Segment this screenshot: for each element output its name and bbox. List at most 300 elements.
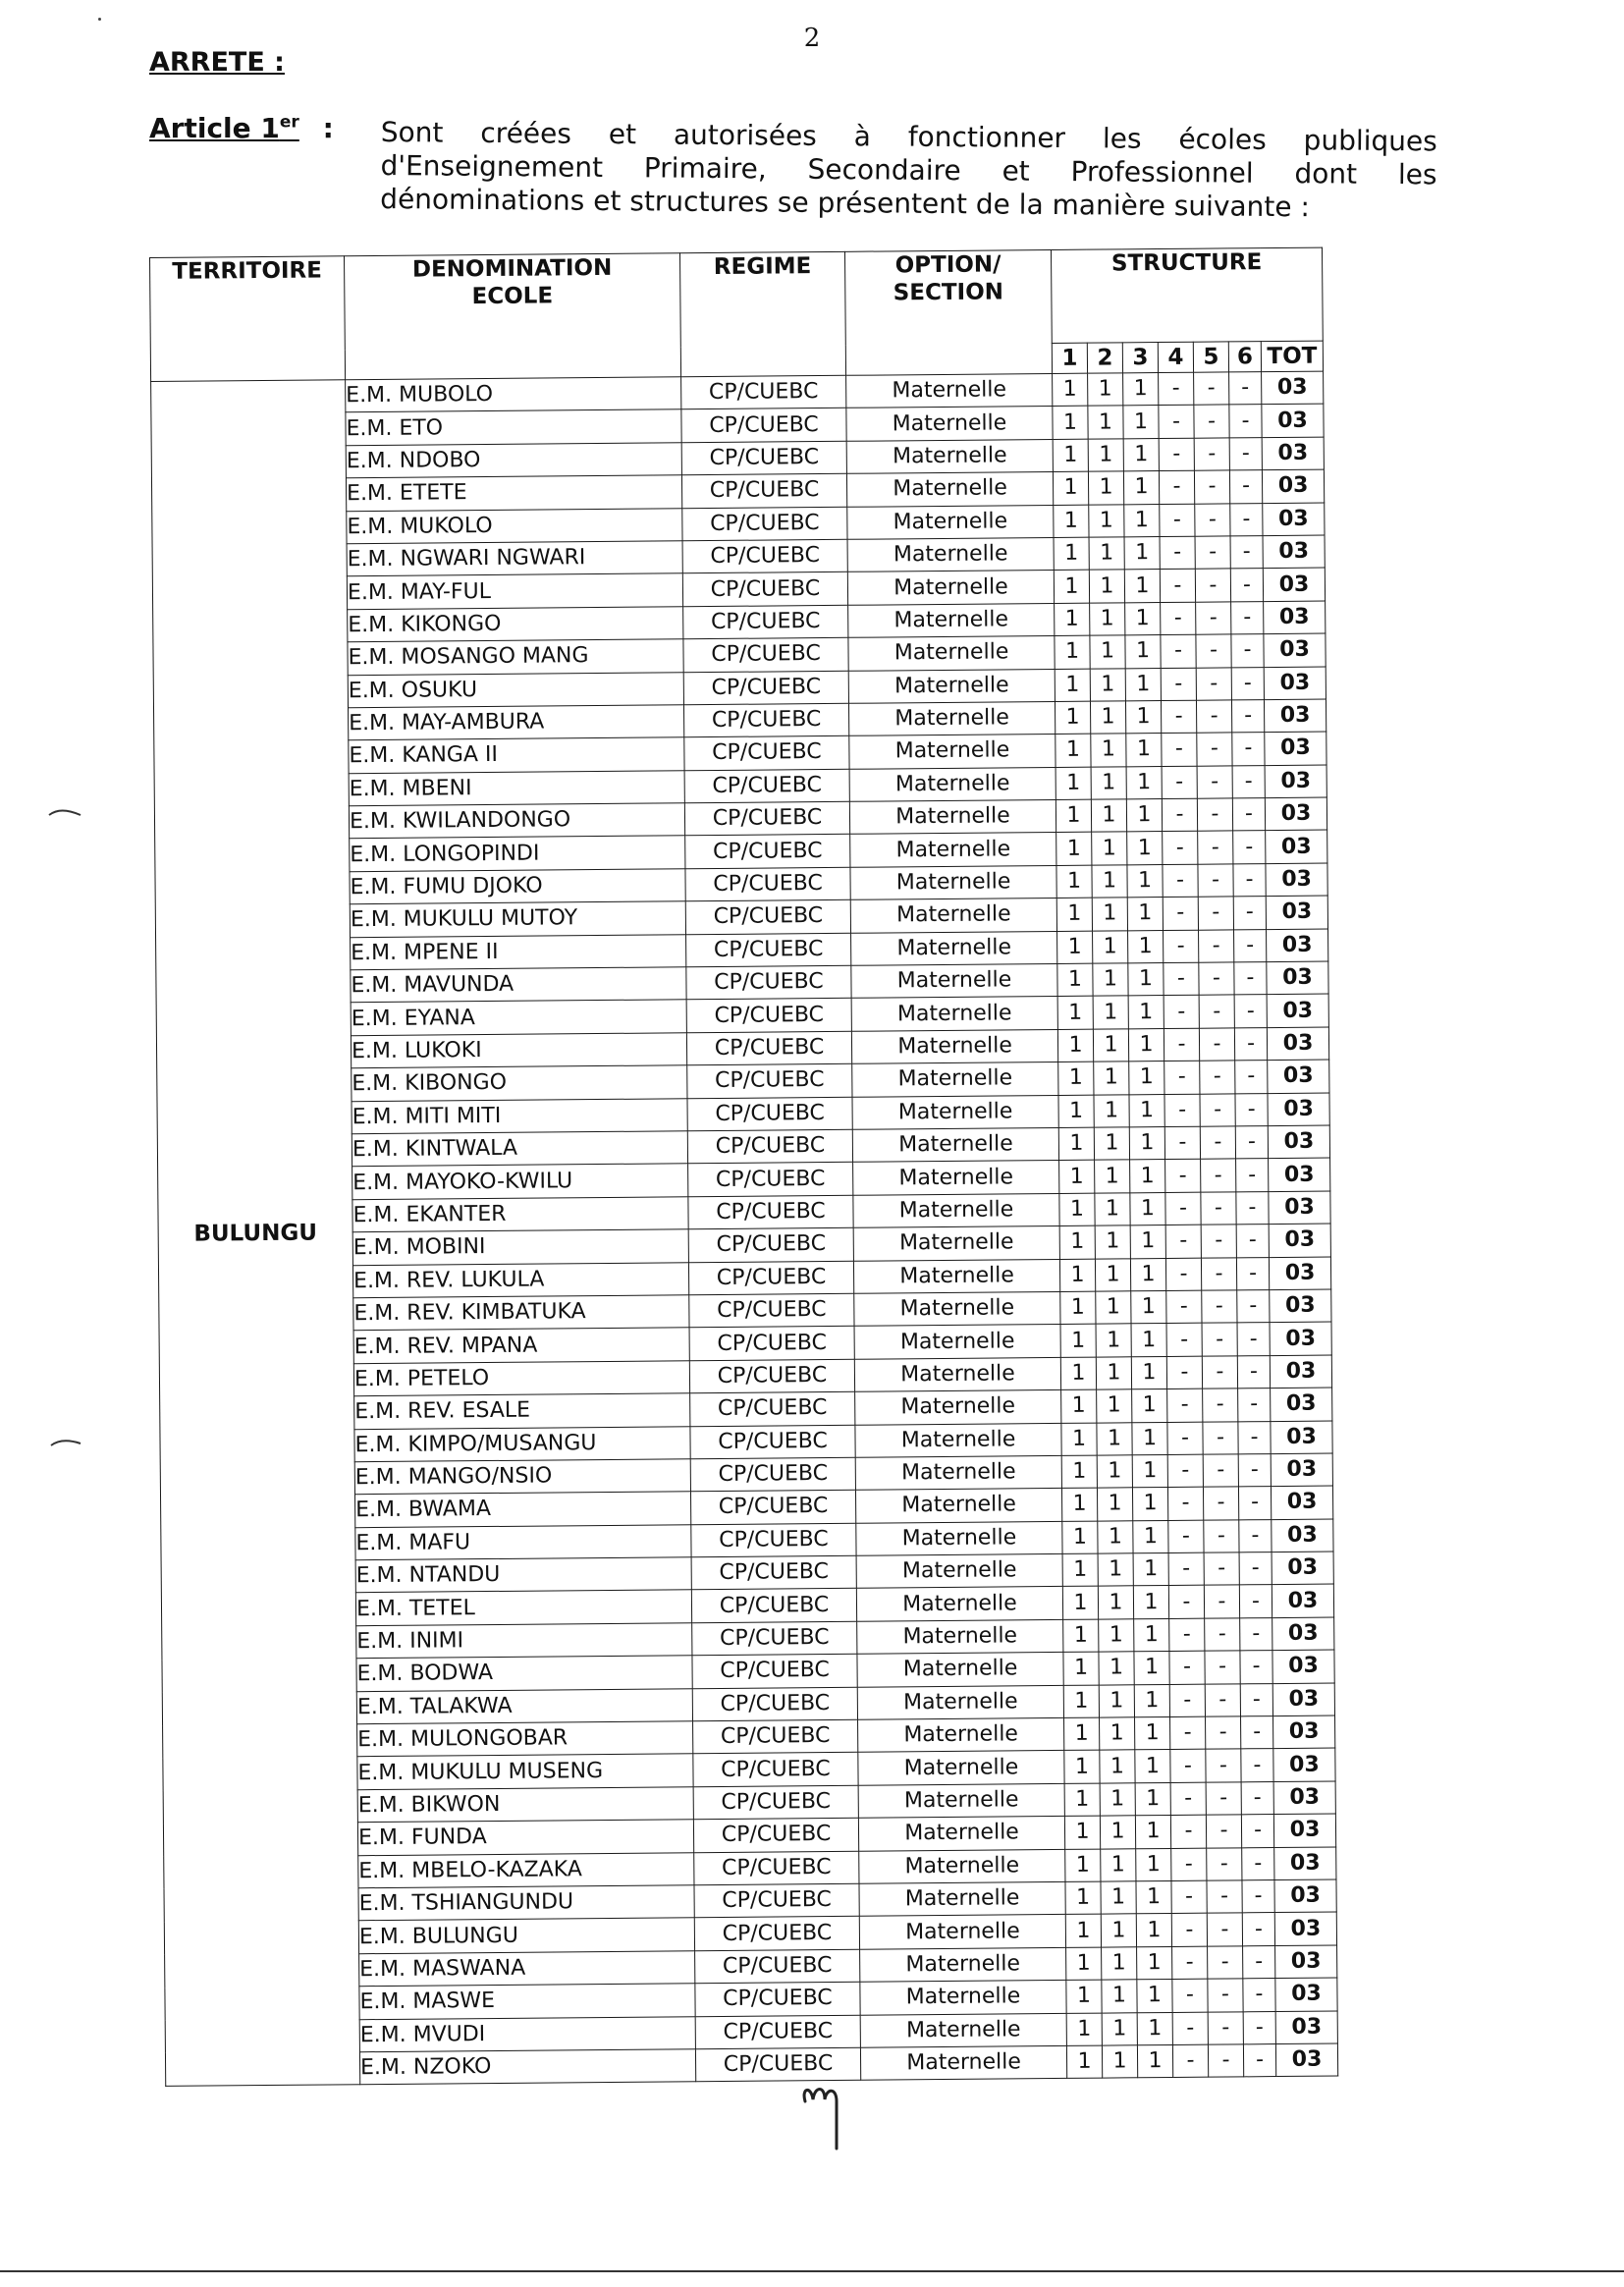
structure-level-cell: - (1241, 1781, 1273, 1815)
structure-level-cell: 1 (1131, 1356, 1166, 1389)
structure-level-cell: - (1230, 536, 1263, 570)
structure-level-cell: 1 (1063, 1652, 1099, 1685)
structure-level-cell: - (1161, 602, 1196, 635)
total-cell: 03 (1275, 2011, 1337, 2044)
structure-level-cell: 1 (1095, 1225, 1130, 1259)
structure-level-cell: - (1164, 1028, 1199, 1062)
structure-level-cell: - (1161, 700, 1196, 734)
structure-level-cell: 1 (1102, 2045, 1137, 2079)
structure-level-cell: - (1165, 1192, 1201, 1225)
structure-level-cell: 1 (1090, 635, 1125, 669)
total-cell: 03 (1269, 1224, 1330, 1257)
structure-level-cell: 1 (1125, 668, 1161, 701)
structure-level-cell: - (1172, 1979, 1208, 2012)
regime-cell: CP/CUEBC (688, 1227, 853, 1262)
structure-level-cell: - (1197, 733, 1232, 766)
structure-level-cell: 1 (1097, 1488, 1132, 1521)
structure-level-cell: 1 (1097, 1389, 1132, 1423)
structure-level-cell: 1 (1053, 373, 1088, 407)
structure-level-cell: 1 (1063, 1619, 1099, 1653)
structure-level-cell: - (1239, 1585, 1272, 1618)
structure-level-cell: 1 (1127, 864, 1163, 898)
structure-level-cell: - (1243, 2011, 1275, 2044)
school-name-cell: E.M. OSUKU (348, 672, 683, 707)
option-cell: Maternelle (860, 2045, 1066, 2080)
structure-level-cell: - (1205, 1651, 1240, 1684)
regime-cell: CP/CUEBC (695, 2047, 860, 2082)
structure-level-cell: - (1235, 1093, 1268, 1126)
structure-level-cell: - (1240, 1617, 1272, 1651)
structure-level-cell: - (1240, 1683, 1272, 1716)
option-cell: Maternelle (855, 1489, 1061, 1523)
school-name-cell: E.M. BWAMA (355, 1492, 691, 1527)
header-denomination (344, 253, 680, 380)
structure-level-cell: - (1197, 798, 1232, 832)
regime-cell: CP/CUEBC (685, 867, 850, 901)
total-cell: 03 (1262, 404, 1324, 437)
structure-level-cell: - (1166, 1324, 1202, 1357)
structure-level-cell: - (1243, 2043, 1275, 2077)
structure-level-cell: - (1229, 470, 1262, 504)
option-cell: Maternelle (847, 505, 1054, 539)
structure-level-cell: - (1198, 831, 1233, 864)
structure-level-cell: 1 (1123, 471, 1159, 505)
total-cell: 03 (1265, 797, 1326, 831)
total-cell: 03 (1269, 1191, 1330, 1225)
regime-cell: CP/CUEBC (682, 539, 847, 573)
structure-level-cell: - (1208, 1946, 1243, 1980)
regime-cell: CP/CUEBC (690, 1457, 855, 1492)
regime-cell: CP/CUEBC (681, 473, 846, 508)
structure-level-cell: 1 (1101, 1914, 1136, 1947)
structure-level-cell: - (1160, 504, 1195, 537)
structure-level-cell: 1 (1135, 1750, 1170, 1783)
structure-level-cell: - (1200, 1061, 1235, 1094)
structure-level-cell: 1 (1132, 1422, 1167, 1455)
total-cell: 03 (1272, 1552, 1333, 1585)
option-cell: Maternelle (860, 2013, 1066, 2047)
structure-level-cell: - (1159, 438, 1194, 471)
option-cell: Maternelle (847, 537, 1054, 572)
structure-level-cell: 1 (1057, 997, 1093, 1030)
regime-cell: CP/CUEBC (692, 1621, 857, 1656)
structure-level-cell: 1 (1058, 1062, 1094, 1095)
structure-level-cell: 1 (1100, 1750, 1135, 1783)
total-cell: 03 (1263, 535, 1325, 569)
regime-cell: CP/CUEBC (682, 507, 847, 541)
regime-cell: CP/CUEBC (688, 1261, 853, 1295)
header-regime: REGIME (679, 251, 845, 376)
structure-level-cell: 1 (1137, 2044, 1172, 2078)
school-name-cell: E.M. ETETE (346, 475, 681, 511)
option-cell: Maternelle (850, 865, 1056, 899)
structure-level-cell: 1 (1058, 1127, 1094, 1161)
regime-cell: CP/CUEBC (682, 572, 847, 607)
structure-level-cell: 1 (1127, 832, 1163, 865)
option-cell: Maternelle (851, 1029, 1057, 1063)
option-cell: Maternelle (851, 931, 1057, 965)
structure-level-cell: 1 (1089, 504, 1124, 537)
total-cell: 03 (1271, 1453, 1332, 1487)
structure-level-cell: 1 (1102, 2012, 1137, 2045)
structure-level-cell: - (1236, 1159, 1269, 1192)
total-cell: 03 (1264, 601, 1326, 634)
regime-cell: CP/CUEBC (691, 1555, 856, 1590)
structure-level-cell: - (1170, 1716, 1206, 1750)
structure-level-cell: - (1206, 1782, 1241, 1816)
structure-level-cell: - (1167, 1389, 1203, 1422)
structure-level-cell: - (1169, 1618, 1205, 1652)
header-level-2: 2 (1087, 343, 1122, 373)
regime-cell: CP/CUEBC (690, 1425, 855, 1459)
school-name-cell: E.M. INIMI (356, 1623, 692, 1659)
structure-level-cell: 1 (1137, 1946, 1172, 1980)
option-cell: Maternelle (853, 1259, 1059, 1293)
total-cell: 03 (1264, 633, 1326, 667)
option-cell: Maternelle (849, 800, 1056, 835)
structure-level-cell: 1 (1135, 1717, 1170, 1751)
structure-level-cell: - (1234, 962, 1267, 996)
structure-level-cell: - (1170, 1815, 1206, 1848)
total-cell: 03 (1274, 1847, 1336, 1880)
structure-level-cell: 1 (1090, 701, 1125, 735)
structure-level-cell: 1 (1056, 799, 1091, 833)
structure-level-cell: 1 (1098, 1586, 1133, 1619)
structure-level-cell: 1 (1100, 1717, 1135, 1751)
structure-level-cell: 1 (1061, 1389, 1097, 1423)
structure-level-cell: 1 (1094, 1062, 1129, 1095)
structure-level-cell: 1 (1097, 1455, 1132, 1489)
regime-cell: CP/CUEBC (688, 1163, 853, 1197)
school-name-cell: E.M. KWILANDONGO (349, 803, 684, 839)
structure-level-cell: 1 (1062, 1521, 1098, 1554)
school-name-cell: E.M. LUKOKI (351, 1033, 686, 1068)
structure-level-cell: - (1199, 962, 1234, 996)
school-name-cell: E.M. KANGA II (349, 737, 684, 773)
structure-level-cell: 1 (1059, 1193, 1095, 1226)
structure-level-cell: 1 (1125, 635, 1161, 669)
structure-level-cell: - (1202, 1356, 1237, 1389)
structure-level-cell: 1 (1130, 1192, 1165, 1225)
structure-level-cell: 1 (1095, 1258, 1130, 1291)
structure-level-cell: - (1235, 1061, 1268, 1094)
structure-level-cell: - (1167, 1422, 1203, 1455)
structure-level-cell: 1 (1132, 1454, 1167, 1488)
school-name-cell: E.M. MOBINI (352, 1229, 688, 1265)
school-name-cell: E.M. BODWA (356, 1656, 692, 1691)
structure-level-cell: 1 (1057, 1029, 1093, 1062)
structure-level-cell: 1 (1102, 1980, 1137, 2013)
structure-level-cell: - (1170, 1750, 1206, 1783)
option-cell: Maternelle (859, 1881, 1065, 1916)
structure-level-cell: - (1207, 1913, 1242, 1946)
structure-level-cell: 1 (1097, 1422, 1132, 1455)
structure-level-cell: 1 (1131, 1324, 1166, 1357)
structure-level-cell: - (1241, 1749, 1273, 1782)
structure-level-cell: - (1172, 1946, 1208, 1980)
total-cell: 03 (1272, 1519, 1333, 1552)
structure-level-cell: - (1199, 995, 1234, 1028)
structure-level-cell: 1 (1128, 1028, 1164, 1062)
page-number: 2 (803, 24, 821, 53)
structure-level-cell: - (1206, 1749, 1241, 1782)
school-name-cell: E.M. LONGOPINDI (350, 836, 685, 871)
regime-cell: CP/CUEBC (689, 1359, 854, 1393)
structure-level-cell: 1 (1126, 799, 1162, 833)
structure-level-cell: 1 (1066, 2045, 1102, 2079)
structure-level-cell: 1 (1095, 1160, 1130, 1193)
total-cell: 03 (1272, 1683, 1334, 1716)
structure-level-cell: 1 (1131, 1290, 1166, 1324)
option-cell: Maternelle (856, 1521, 1062, 1555)
structure-level-cell: - (1241, 1815, 1273, 1848)
school-name-cell: E.M. REV. MPANA (353, 1328, 689, 1363)
school-name-cell: E.M. MANGO/NSIO (354, 1459, 690, 1495)
option-cell: Maternelle (851, 963, 1057, 998)
option-cell: Maternelle (855, 1390, 1061, 1425)
option-cell: Maternelle (854, 1357, 1060, 1391)
total-cell: 03 (1273, 1715, 1335, 1749)
header-level-5: 5 (1193, 342, 1228, 372)
structure-level-cell: - (1164, 1094, 1200, 1127)
structure-level-cell: - (1242, 1913, 1274, 1946)
school-name-cell: E.M. KIBONGO (352, 1065, 687, 1101)
school-name-cell: E.M. BIKWON (357, 1787, 693, 1823)
structure-level-cell: 1 (1133, 1553, 1168, 1587)
structure-level-cell: 1 (1065, 1914, 1101, 1947)
total-cell: 03 (1269, 1158, 1330, 1191)
structure-level-cell: 1 (1056, 865, 1092, 898)
structure-level-cell: - (1194, 372, 1229, 406)
structure-level-cell: - (1168, 1520, 1204, 1553)
school-name-cell: E.M. MASWE (359, 1984, 695, 2019)
structure-level-cell: 1 (1093, 963, 1128, 997)
structure-level-cell: 1 (1123, 373, 1159, 407)
school-name-cell: E.M. MITI MITI (352, 1098, 687, 1133)
regime-cell: CP/CUEBC (681, 441, 846, 475)
structure-level-cell: - (1204, 1520, 1239, 1553)
structure-level-cell: 1 (1089, 570, 1124, 603)
total-cell: 03 (1272, 1650, 1334, 1683)
structure-level-cell: 1 (1093, 930, 1128, 963)
option-cell: Maternelle (857, 1653, 1063, 1687)
structure-level-cell: 1 (1130, 1258, 1165, 1291)
structure-level-cell: - (1204, 1552, 1239, 1586)
school-name-cell: E.M. TALAKWA (356, 1688, 692, 1723)
school-name-cell: E.M. NTANDU (355, 1557, 691, 1593)
structure-level-cell: - (1159, 372, 1194, 406)
structure-level-cell: - (1207, 1847, 1242, 1880)
school-name-cell: E.M. KINTWALA (352, 1131, 687, 1167)
option-cell: Maternelle (849, 735, 1056, 769)
structure-level-cell: - (1234, 995, 1267, 1028)
total-cell: 03 (1268, 1060, 1329, 1093)
structure-level-cell: - (1200, 1126, 1235, 1160)
regime-cell: CP/CUEBC (686, 965, 851, 1000)
structure-level-cell: - (1239, 1519, 1272, 1552)
header-option (844, 249, 1052, 375)
structure-level-cell: - (1171, 1848, 1207, 1881)
structure-level-cell: - (1231, 601, 1264, 634)
structure-level-cell: 1 (1099, 1652, 1134, 1685)
structure-level-cell: 1 (1098, 1520, 1133, 1553)
option-cell: Maternelle (860, 1981, 1066, 2015)
regime-cell: CP/CUEBC (695, 1949, 860, 1984)
structure-level-cell: - (1172, 2012, 1208, 2045)
regime-cell: CP/CUEBC (681, 375, 846, 409)
structure-level-cell: 1 (1128, 963, 1164, 997)
regime-cell: CP/CUEBC (686, 933, 851, 967)
structure-level-cell: 1 (1060, 1324, 1096, 1357)
total-cell: 03 (1275, 1945, 1337, 1979)
structure-level-cell: - (1161, 668, 1196, 701)
total-cell: 03 (1267, 1027, 1328, 1061)
structure-level-cell: - (1201, 1159, 1236, 1192)
structure-level-cell: 1 (1134, 1618, 1169, 1652)
option-cell: Maternelle (855, 1423, 1061, 1457)
structure-level-cell: 1 (1126, 766, 1162, 799)
structure-level-cell: 1 (1094, 1094, 1129, 1127)
structure-level-cell: 1 (1124, 570, 1160, 603)
header-level-4: 4 (1158, 342, 1193, 372)
total-cell: 03 (1264, 667, 1326, 700)
regime-cell: CP/CUEBC (689, 1293, 854, 1328)
regime-cell: CP/CUEBC (687, 1129, 852, 1164)
structure-level-cell: - (1195, 503, 1230, 536)
structure-level-cell: - (1199, 1028, 1234, 1062)
structure-level-cell: - (1234, 1027, 1267, 1061)
structure-level-cell: - (1233, 831, 1266, 864)
structure-level-cell: 1 (1064, 1816, 1100, 1849)
total-cell: 03 (1265, 732, 1326, 765)
structure-level-cell: - (1238, 1487, 1271, 1520)
structure-level-cell: - (1165, 1160, 1201, 1193)
total-cell: 03 (1265, 765, 1326, 798)
structure-level-cell: 1 (1060, 1291, 1096, 1325)
structure-level-cell: - (1238, 1389, 1271, 1422)
structure-level-cell: 1 (1088, 406, 1123, 439)
school-name-cell: E.M. MAY-AMBURA (349, 705, 684, 740)
structure-level-cell: - (1236, 1225, 1269, 1258)
structure-level-cell: - (1241, 1716, 1273, 1750)
structure-level-cell: 1 (1064, 1783, 1100, 1817)
structure-level-cell: - (1164, 1126, 1200, 1160)
structure-level-cell: 1 (1057, 963, 1093, 997)
structure-level-cell: - (1242, 1847, 1274, 1880)
structure-level-cell: - (1208, 2011, 1243, 2044)
structure-level-cell: 1 (1132, 1389, 1167, 1423)
school-name-cell: E.M. TSHIANGUNDU (358, 1885, 694, 1921)
structure-level-cell: 1 (1060, 1357, 1096, 1390)
structure-level-cell: - (1164, 930, 1199, 963)
schools-table-wrapper (149, 247, 1338, 2088)
option-cell: Maternelle (846, 407, 1053, 441)
school-name-cell: E.M. MUBOLO (346, 377, 681, 412)
structure-level-cell: - (1198, 897, 1233, 930)
structure-level-cell: 1 (1100, 1783, 1135, 1817)
structure-level-cell: - (1200, 1093, 1235, 1126)
structure-level-cell: - (1234, 929, 1267, 962)
structure-level-cell: 1 (1066, 1980, 1102, 2013)
regime-cell: CP/CUEBC (690, 1391, 855, 1426)
structure-level-cell: 1 (1123, 406, 1159, 439)
option-cell: Maternelle (854, 1291, 1060, 1326)
structure-level-cell: 1 (1123, 438, 1159, 471)
structure-level-cell: 1 (1125, 602, 1161, 635)
school-name-cell: E.M. PETELO (353, 1360, 689, 1395)
structure-level-cell: 1 (1088, 439, 1123, 472)
option-cell: Maternelle (853, 1193, 1059, 1227)
school-name-cell: E.M. TETEL (355, 1590, 691, 1625)
structure-level-cell: 1 (1056, 833, 1092, 866)
regime-cell: CP/CUEBC (694, 1917, 859, 1951)
regime-cell: CP/CUEBC (681, 408, 846, 443)
structure-level-cell: - (1231, 700, 1264, 734)
school-name-cell: E.M. MAYOKO-KWILU (352, 1164, 688, 1199)
structure-level-cell: - (1231, 667, 1264, 700)
schools-table (149, 247, 1338, 2088)
regime-cell: CP/CUEBC (687, 1097, 852, 1131)
structure-level-cell: - (1194, 438, 1229, 471)
structure-level-cell: 1 (1127, 898, 1163, 931)
structure-level-cell: 1 (1066, 1947, 1102, 1981)
total-cell: 03 (1271, 1421, 1332, 1454)
school-name-cell: E.M. MOSANGO MANG (348, 639, 683, 675)
structure-level-cell: - (1167, 1454, 1203, 1488)
structure-level-cell: - (1198, 864, 1233, 898)
total-cell: 03 (1262, 371, 1324, 405)
structure-level-cell: 1 (1125, 700, 1161, 734)
structure-level-cell: - (1229, 437, 1262, 470)
structure-level-cell: - (1237, 1290, 1270, 1324)
structure-level-cell: - (1162, 734, 1197, 767)
total-cell: 03 (1270, 1322, 1331, 1355)
structure-level-cell: - (1164, 996, 1199, 1029)
structure-level-cell: - (1162, 766, 1197, 799)
option-cell: Maternelle (858, 1751, 1064, 1785)
option-cell: Maternelle (846, 373, 1053, 408)
scan-speck (98, 18, 101, 21)
total-cell: 03 (1264, 699, 1326, 733)
regime-cell: CP/CUEBC (693, 1818, 858, 1852)
option-cell: Maternelle (849, 767, 1056, 801)
structure-level-cell: 1 (1132, 1488, 1167, 1521)
structure-level-cell: - (1236, 1257, 1269, 1290)
structure-level-cell: - (1201, 1257, 1236, 1290)
structure-level-cell: 1 (1096, 1324, 1131, 1357)
structure-level-cell: 1 (1055, 701, 1090, 735)
structure-level-cell: - (1233, 863, 1266, 897)
regime-cell: CP/CUEBC (691, 1523, 856, 1557)
structure-level-cell: 1 (1101, 1848, 1136, 1881)
structure-level-cell: 1 (1054, 571, 1089, 604)
structure-level-cell: - (1168, 1552, 1204, 1586)
regime-cell: CP/CUEBC (693, 1785, 858, 1820)
school-name-cell: E.M. MASWANA (359, 1950, 695, 1986)
total-cell: 03 (1271, 1388, 1332, 1421)
total-cell: 03 (1263, 568, 1325, 601)
structure-level-cell: 1 (1096, 1357, 1131, 1390)
structure-level-cell: 1 (1056, 767, 1091, 800)
structure-level-cell: 1 (1136, 1914, 1171, 1947)
structure-level-cell: 1 (1066, 2013, 1102, 2046)
total-cell: 03 (1266, 896, 1327, 929)
structure-level-cell: 1 (1055, 603, 1090, 636)
header-structure: STRUCTURE (1051, 247, 1323, 343)
school-name-cell: E.M. KIKONGO (348, 607, 683, 642)
structure-level-cell: 1 (1133, 1520, 1168, 1553)
option-cell: Maternelle (853, 1226, 1059, 1261)
